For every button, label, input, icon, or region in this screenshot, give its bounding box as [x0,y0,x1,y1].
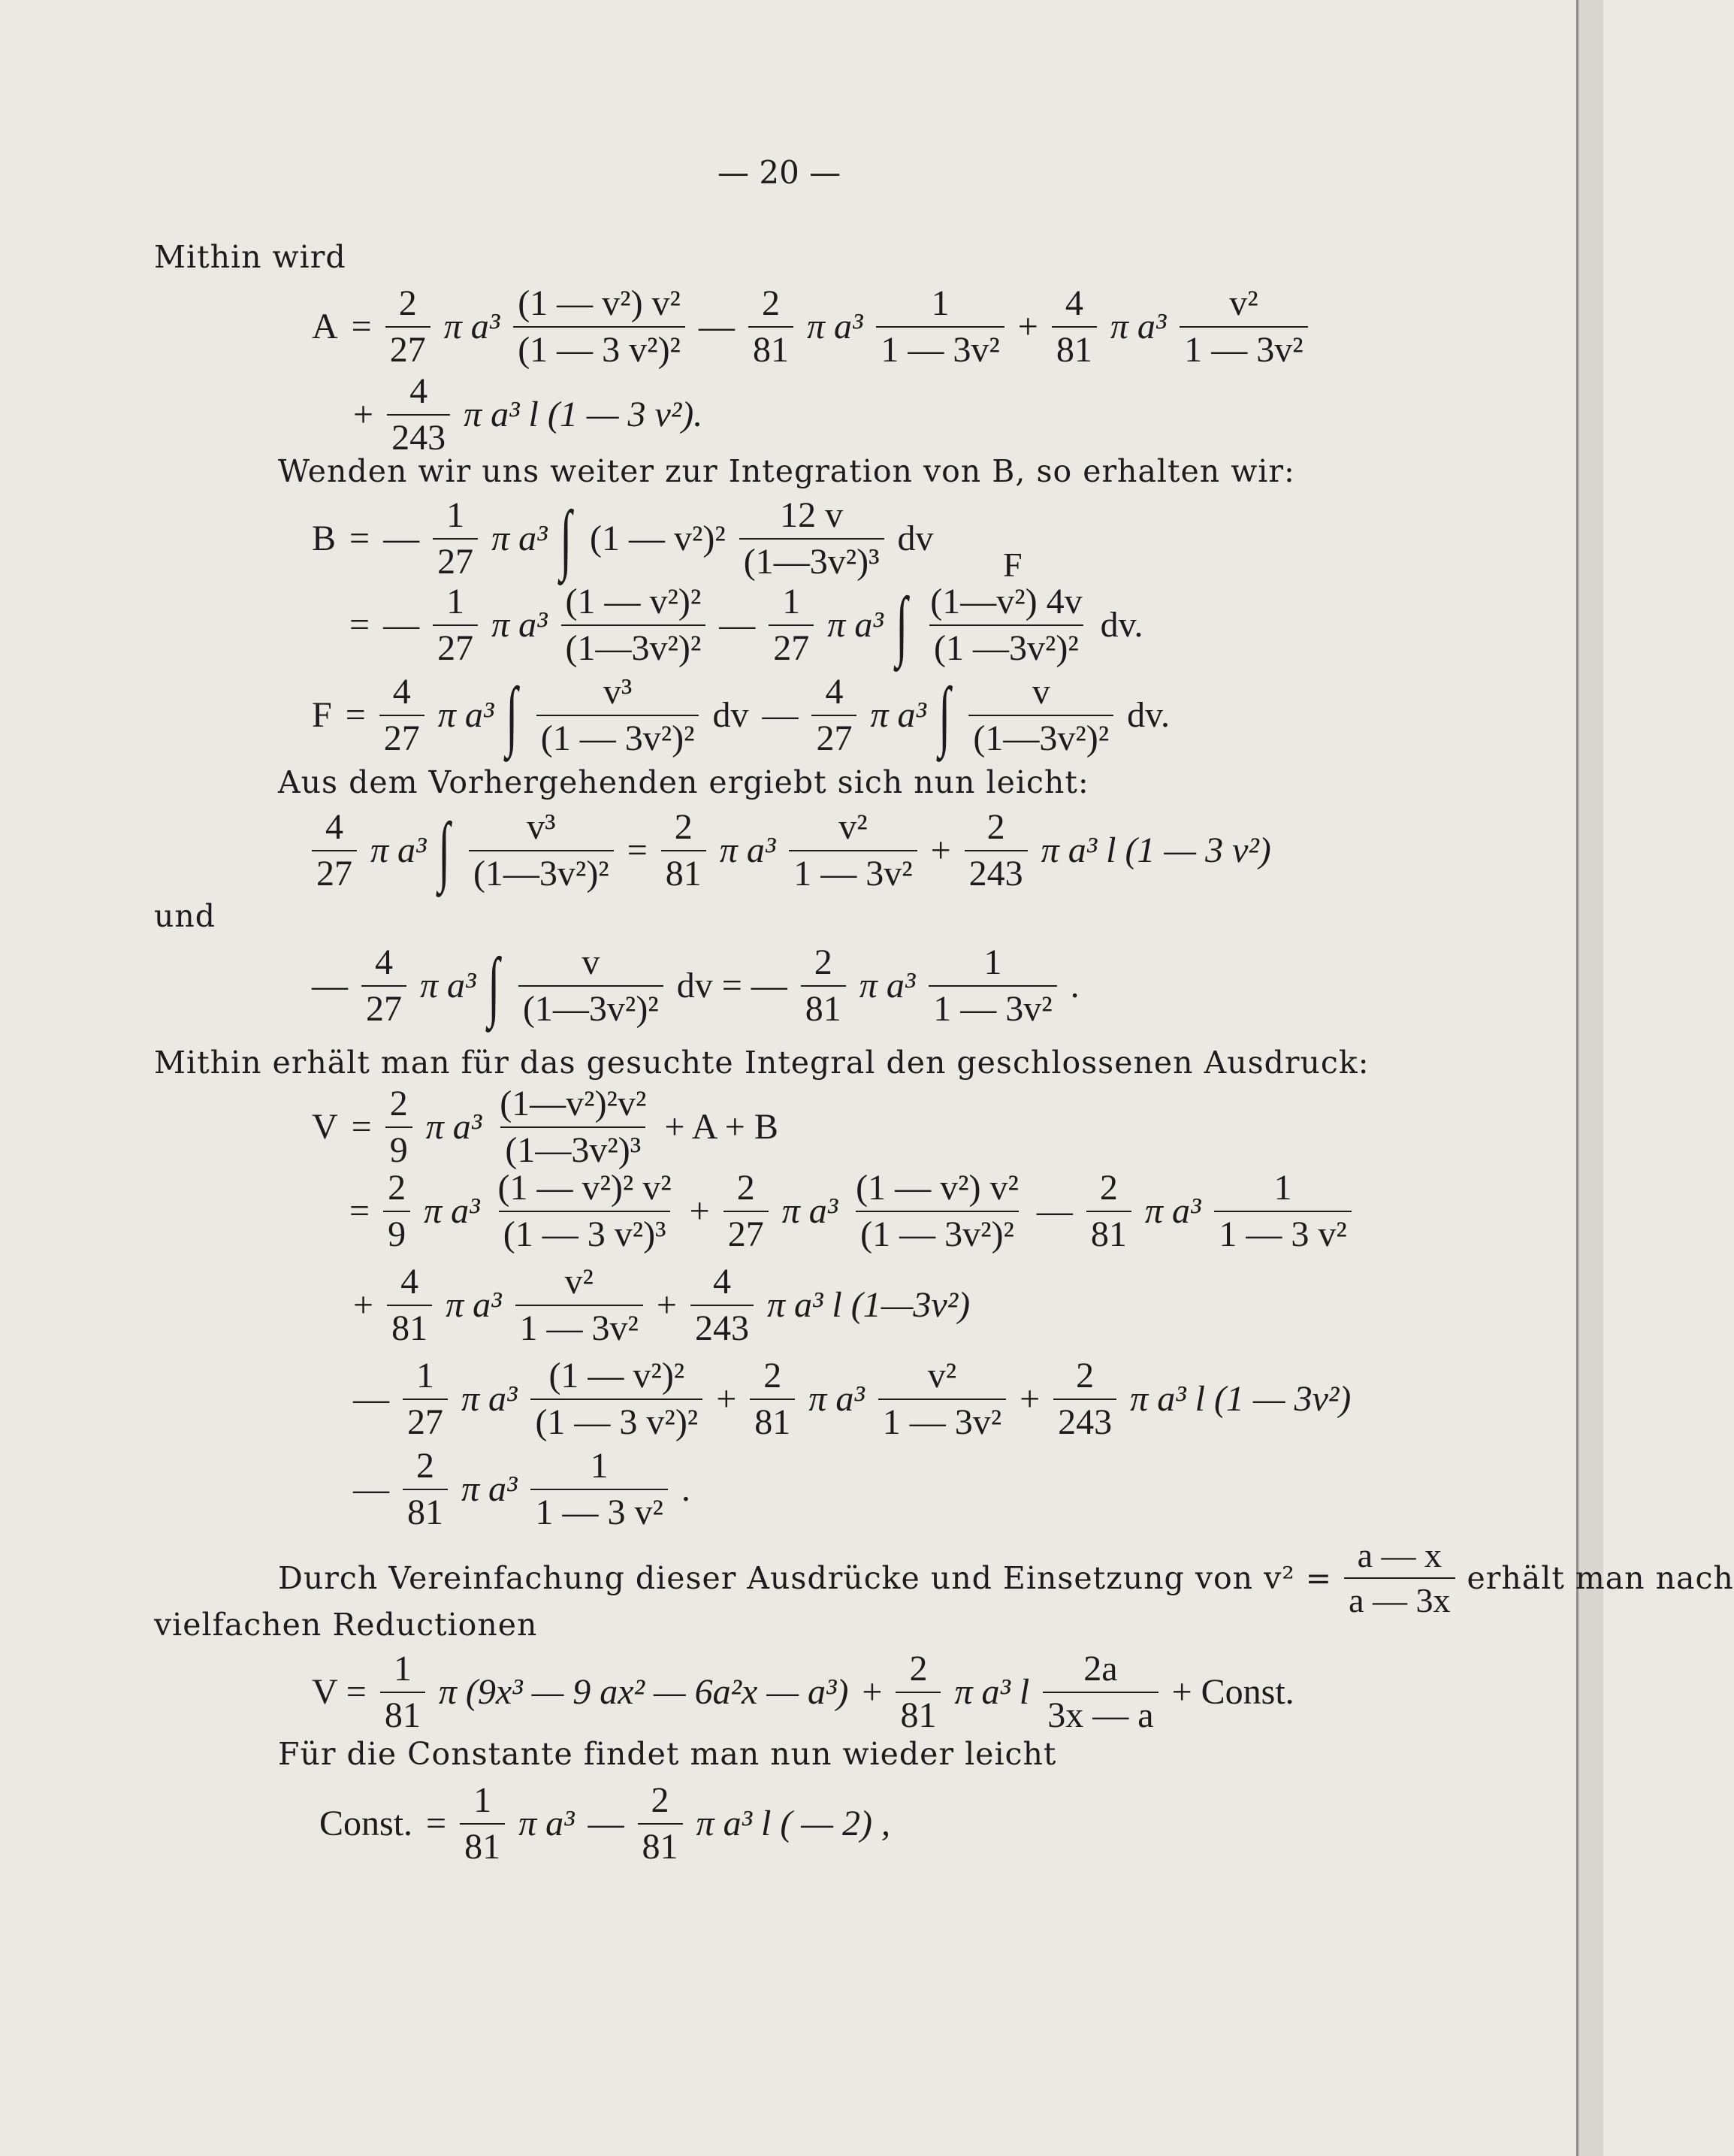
expr-log: π a³ l (1—3v²) [766,1285,971,1326]
sym-plus: + [353,1285,374,1326]
frac-e2: $\frac{1}{\text{1 — 3v²}}$ [929,943,1056,1029]
text-vielfachen: vielfachen Reductionen [154,1607,538,1643]
pi-a3: π a³ [806,307,863,347]
text-durch-1: Durch Vereinfachung dieser Ausdrücke und Einsetzung von v² = [278,1559,1333,1596]
frac-4-81: $\frac{4}{81}$ [387,1262,432,1348]
frac-4-27: $\frac{4}{27}$ [312,808,357,894]
frac-e1: $\frac{v}{\text{(1—3v²)²}}$ [518,943,663,1029]
frac-2-243: $\frac{2}{243}$ [965,808,1028,894]
frac-h2: $\frac{\text{(1 — v²) v²}}{\text{(1 — 3v²)²}}$ [856,1168,1019,1254]
text-wenden: Wenden wir uns weiter zur Integration von B, so erhalten wir: [278,453,1295,489]
sym-minus: — [383,605,420,646]
frac-1-27: $\frac{1}{27}$ [769,582,814,668]
frac-2-81: $\frac{2}{81}$ [750,1356,795,1442]
sym-plus: + [1020,1379,1041,1420]
equation-const [319,1781,904,1867]
expr-plus-A-plus-B: + A + B [664,1107,778,1148]
integral-sign: ∫ [506,671,518,758]
frac-2-81: $\frac{2}{81}$ [801,943,846,1029]
frac-1-27: $\frac{1}{27}$ [403,1356,448,1442]
frac-4-81: $\frac{4}{81}$ [1052,284,1097,370]
pi-a3: π a³ [437,695,494,736]
sym-minus: — [698,307,735,347]
pi-a3: π a³ [491,519,548,559]
equation-V-line-2 [353,1262,983,1348]
frac-c1: $\frac{\text{v³}}{\text{(1 — 3v²)²}}$ [536,673,699,758]
sym-plus: + [716,1379,737,1420]
pi-a3: π a³ [425,1107,482,1148]
sym-dot: . [681,1469,690,1510]
frac-b1: $\frac{12 v}{\text{(1—3v²)³}}$ [739,496,884,582]
equation-V-line-3 [353,1356,1364,1442]
integral-sign: ∫ [559,494,572,582]
equation-identity-2 [312,943,1093,1029]
frac-2-81: $\frac{2}{81}$ [896,1650,941,1735]
pi-a3: π a³ [370,830,427,871]
expr-paren: (1 — v²)² [590,519,726,559]
pi-a3: π a³ [1144,1191,1201,1232]
expr-const-log: π a³ l ( — 2) , [696,1804,890,1844]
pi-a3: π a³ [827,605,884,646]
sym-plus: + [353,395,374,435]
sym-dot: . [1070,966,1080,1006]
frac-j2: $\frac{\text{v²}}{\text{1 — 3v²}}$ [878,1356,1006,1442]
sym-plus: + [656,1285,677,1326]
pi-a3: π a³ [1110,307,1167,347]
frac-a2: $\frac{1}{\text{1 — 3v²}}$ [876,284,1004,370]
integral-sign: ∫ [488,942,500,1029]
pi-a3: π a³ [461,1379,518,1420]
sym-minus: — [353,1469,389,1510]
sym-dv: dv [897,519,934,559]
sym-B: B [312,519,337,559]
sym-eq: = [426,1804,447,1844]
frac-4-243: $\frac{4}{243}$ [690,1262,754,1348]
pi-a3: π a³ [859,966,916,1006]
frac-2-81: $\frac{2}{81}$ [748,284,793,370]
equation-V-line-1 [349,1169,1365,1254]
frac-g1: $\frac{\text{(1—v²)²v²}}{\text{(1—3v²)³}}$ [500,1084,647,1170]
sym-minus: — [1036,1191,1073,1232]
integral-sign: ∫ [896,581,908,668]
pi-a3: π a³ [781,1191,838,1232]
sym-dv-dot: dv. [1127,695,1171,736]
frac-4-27: $\frac{4}{27}$ [361,943,406,1029]
expr-v-log: π a³ l [954,1672,1030,1713]
text-mithin-wird: Mithin wird [154,239,346,275]
sym-plus: + [689,1191,710,1232]
expr-log: π a³ l (1 — 3v²) [1130,1379,1352,1420]
equation-B-cont [349,582,1156,668]
sym-A: A [312,307,338,347]
pi-a3: π a³ [420,966,476,1006]
sym-eq: = [349,1191,370,1232]
pi-a3: π a³ [443,307,500,347]
pi-a3: π a³ [491,605,548,646]
frac-4-27: $\frac{4}{27}$ [379,673,424,758]
frac-d1: $\frac{\text{v³}}{\text{(1—3v²)²}}$ [469,808,614,894]
equation-B [312,496,947,582]
sym-eq: = [349,605,370,646]
frac-2-9: $\frac{2}{9}$ [385,1084,412,1170]
equation-V [312,1084,792,1170]
sym-minus: — [588,1804,624,1844]
pi-a3: π a³ [719,830,776,871]
sym-const: Const. [319,1804,413,1844]
sym-eq: = [349,519,370,559]
frac-2-27: $\frac{2}{27}$ [724,1169,769,1254]
frac-2-81: $\frac{2}{81}$ [661,808,706,894]
sym-plus: + [862,1672,883,1713]
frac-1-27: $\frac{1}{27}$ [433,496,478,582]
sym-minus: — [762,695,799,736]
sym-eq: = [345,695,366,736]
frac-b3: $\frac{\text{(1—v²) 4v}}{\text{(1 —3v²)²}}$ [930,582,1083,668]
frac-j1: $\frac{\text{(1 — v²)²}}{\text{(1 — 3 v²)²}}$ [530,1356,702,1442]
expr-v-const: + Const. [1171,1672,1294,1713]
pi-a3: π a³ [808,1379,865,1420]
expr-log: π a³ l (1 — 3 v²) [1041,830,1271,871]
equation-A [312,284,1322,370]
text-und: und [154,898,216,934]
pi-a3: π a³ [870,695,926,736]
equation-identity-1 [312,808,1285,894]
expr-v-eq: V = [312,1672,367,1713]
sym-minus: — [312,966,348,1006]
frac-fin: $\frac{2a}{3x — a}$ [1043,1650,1158,1735]
text-fuer-die: Für die Constante findet man nun wieder leicht [278,1736,1057,1772]
sym-minus: — [719,605,756,646]
frac-2-81: $\frac{2}{81}$ [403,1447,448,1532]
integral-sign: ∫ [938,671,950,758]
page-edge [1576,0,1603,2156]
frac-2-243: $\frac{2}{243}$ [1053,1356,1116,1442]
pi-a3: π a³ [424,1191,480,1232]
sym-eq: = [351,1107,372,1148]
sym-plus: + [930,830,951,871]
sym-eq: = [351,307,372,347]
frac-h3: $\frac{1}{\text{1 — 3 v²}}$ [1214,1169,1351,1254]
frac-a1: $\frac{\text{(1 — v²) v²}}{\text{(1 — 3 v²)²}}$ [513,284,685,370]
pi-a3: π a³ [461,1469,518,1510]
frac-a3: $\frac{\text{v²}}{\text{1 — 3v²}}$ [1180,284,1307,370]
frac-substitution: $\frac{a — x}{a — 3x}$ [1344,1537,1455,1619]
frac-2-9: $\frac{2}{9}$ [383,1169,410,1254]
frac-d2: $\frac{\text{v²}}{\text{1 — 3v²}}$ [789,808,917,894]
frac-b2: $\frac{\text{(1 — v²)²}}{\text{(1—3v²)²}}$ [561,582,706,668]
frac-2-27: $\frac{2}{27}$ [385,284,430,370]
text-aus-dem: Aus dem Vorhergehenden ergiebt sich nun leicht: [278,764,1089,800]
sym-minus: — [353,1379,389,1420]
equation-V-line-4 [353,1447,704,1532]
frac-4-27: $\frac{4}{27}$ [811,673,856,758]
text-durch-2: erhält man nach [1467,1559,1734,1596]
frac-1-81: $\frac{1}{81}$ [380,1650,425,1735]
sym-eq: = [627,830,648,871]
sym-dv: dv [712,695,749,736]
sym-F: F [312,695,332,736]
label-F: F [1003,546,1023,584]
equation-A-cont [353,372,716,458]
pi-a3: π a³ [446,1285,502,1326]
frac-i1: $\frac{\text{v²}}{\text{1 — 3v²}}$ [515,1262,643,1348]
sym-dv-dot: dv. [1100,605,1143,646]
integral-sign: ∫ [438,806,451,894]
expr-dv-eq-minus: dv = — [676,966,787,1006]
sym-V: V [312,1107,338,1148]
frac-k1: $\frac{1}{\text{1 — 3 v²}}$ [530,1447,667,1532]
sym-minus: — [383,519,420,559]
frac-1-27: $\frac{1}{27}$ [433,582,478,668]
page-number: — 20 — [717,154,841,191]
frac-c2: $\frac{v}{\text{(1—3v²)²}}$ [968,673,1113,758]
expr-log: π a³ l (1 — 3 v²). [464,395,703,435]
expr-v-poly: π (9x³ — 9 ax² — 6a²x — a³) [438,1672,849,1713]
equation-V-final [312,1650,1308,1735]
frac-2-81: $\frac{2}{81}$ [638,1781,683,1867]
frac-1-81: $\frac{1}{81}$ [460,1781,505,1867]
equation-F [312,673,1183,758]
frac-h1: $\frac{\text{(1 — v²)² v²}}{\text{(1 — 3 v²)³}}$ [497,1168,672,1254]
frac-4-243: $\frac{4}{243}$ [387,372,450,458]
frac-2-81: $\frac{2}{81}$ [1086,1169,1131,1254]
text-mithin-erhaelt: Mithin erhält man für das gesuchte Integral den geschlossenen Ausdruck: [154,1045,1370,1081]
pi-a3: π a³ [518,1804,575,1844]
sym-plus: + [1017,307,1038,347]
